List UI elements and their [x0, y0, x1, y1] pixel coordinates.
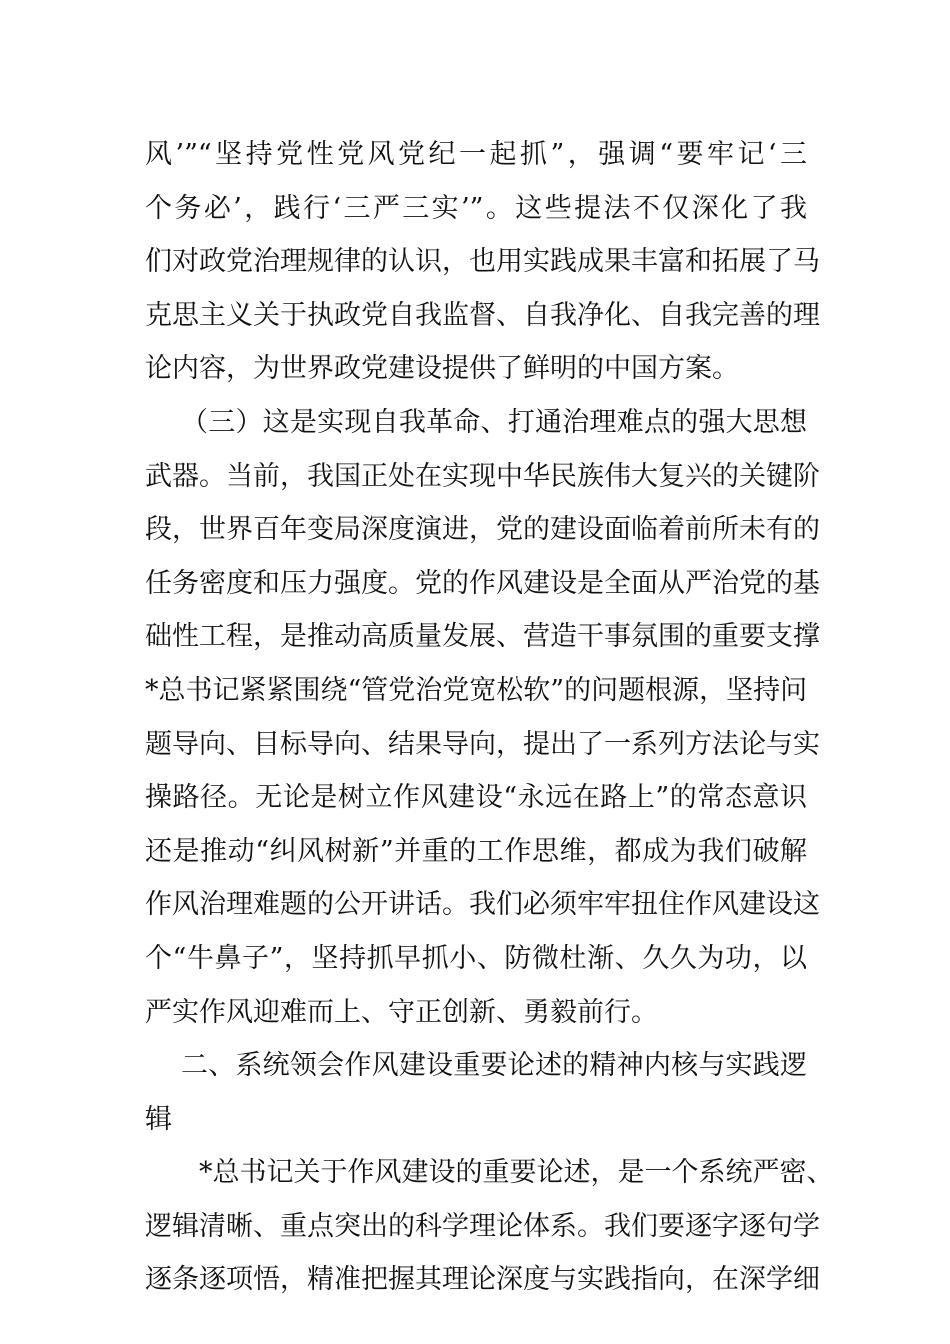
text-line: 个“牛鼻子”，坚持抓早抓小、防微杜渐、久久为功，以: [145, 942, 807, 974]
text-line: 风’”“坚持党性党风党纪一起抓”，强调“要牢记‘三: [145, 139, 807, 170]
text-line: 个务必’，践行‘三严三实’”。这些提法不仅深化了我: [145, 192, 807, 224]
heading-line: 辑: [145, 1103, 172, 1135]
text-line: 们对政党治理规律的认识，也用实践成果丰富和拓展了马: [145, 246, 820, 278]
text-line: 段，世界百年变局深度演进，党的建设面临着前所未有的: [145, 514, 820, 546]
paragraph-body-2: [145, 1146, 834, 1307]
text-line: 逻辑清晰、重点突出的科学理论体系。我们要逐字逐句学: [145, 1210, 820, 1242]
text-line: 题导向、目标导向、结果导向，提出了一系列方法论与实: [145, 728, 820, 760]
document-body: [145, 128, 834, 1307]
section-heading-2: [145, 1039, 807, 1146]
text-line: 任务密度和压力强度。党的作风建设是全面从严治党的基: [145, 567, 820, 599]
text-line: 础性工程，是推动高质量发展、营造干事氛围的重要支撑: [145, 621, 820, 653]
text-line: （三）这是实现自我革命、打通治理难点的强大思想: [181, 406, 807, 438]
text-line: 严实作风迎难而上、守正创新、勇毅前行。: [145, 996, 658, 1028]
text-line: 逐条逐项悟，精准把握其理论深度与实践指向，在深学细: [145, 1264, 820, 1296]
text-line: *总书记关于作风建设的重要论述，是一个系统严密、: [199, 1157, 834, 1189]
text-line: 操路径。无论是树立作风建设“永远在路上”的常态意识: [145, 782, 807, 814]
text-line: 还是推动“纠风树新”并重的工作思维，都成为我们破解: [145, 835, 807, 867]
text-line: 武器。当前，我国正处在实现中华民族伟大复兴的关键阶: [145, 460, 820, 492]
text-line: 作风治理难题的公开讲话。我们必须牢牢扭住作风建设这: [145, 889, 820, 921]
heading-line: 二、系统领会作风建设重要论述的精神内核与实践逻: [181, 1050, 807, 1082]
paragraph-continuation: [145, 128, 820, 396]
text-line: 克思主义关于执政党自我监督、自我净化、自我完善的理: [145, 299, 820, 331]
text-line: 论内容，为世界政党建设提供了鲜明的中国方案。: [145, 353, 739, 385]
paragraph-section-3: [145, 396, 820, 1039]
text-line: *总书记紧紧围绕“管党治党宽松软”的问题根源，坚持问: [145, 674, 808, 706]
